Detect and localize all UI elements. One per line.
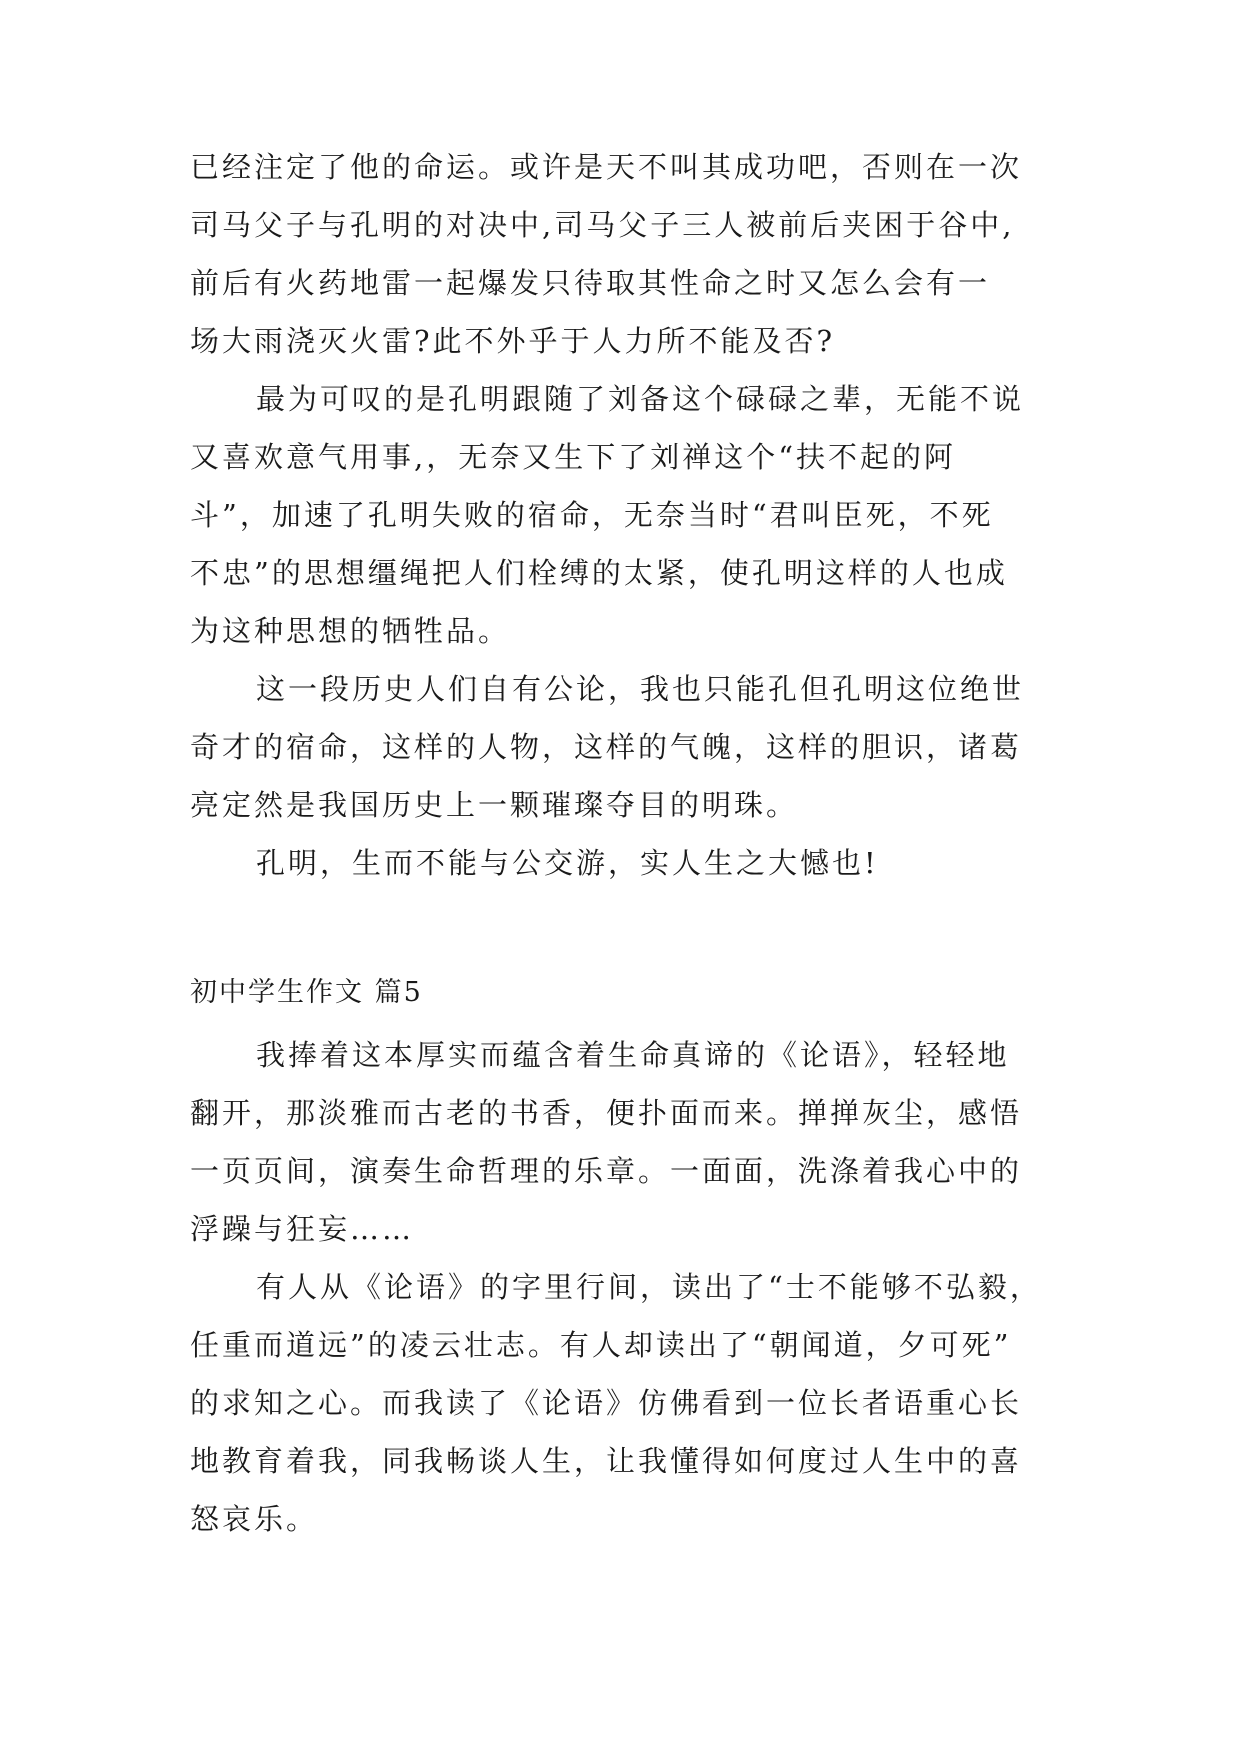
text-line: 司马父子与孔明的对决中,司马父子三人被前后夹困于谷中, xyxy=(190,208,1015,242)
text-line: 任重而道远”的凌云壮志。有人却读出了“朝闻道，夕可死” xyxy=(190,1328,1012,1362)
text-line: 最为可叹的是孔明跟随了刘备这个碌碌之辈，无能不说 xyxy=(256,382,1025,416)
text-line: 斗”，加速了孔明失败的宿命，无奈当时“君叫臣死，不死 xyxy=(190,498,994,532)
text-line: 这一段历史人们自有公论，我也只能孔但孔明这位绝世 xyxy=(256,672,1025,706)
text-line: 我捧着这本厚实而蕴含着生命真谛的《论语》，轻轻地 xyxy=(256,1038,1010,1072)
text-line: 奇才的宿命，这样的人物，这样的气魄，这样的胆识，诸葛 xyxy=(190,730,1023,764)
text-line: 不忠”的思想缰绳把人们栓缚的太紧，使孔明这样的人也成 xyxy=(190,556,1008,590)
paragraph-history xyxy=(190,660,1050,834)
section-heading-block xyxy=(190,964,1050,1022)
paragraph-analects-readers xyxy=(190,1258,1050,1548)
paragraph-fate xyxy=(190,138,1050,370)
text-line: 场大雨浇灭火雷?此不外乎于人力所不能及否? xyxy=(190,324,836,358)
text-line: 一页页间，演奏生命哲理的乐章。一面面，洗涤着我心中的 xyxy=(190,1154,1023,1188)
paragraph-regret xyxy=(190,834,1050,892)
text-line: 孔明，生而不能与公交游，实人生之大憾也! xyxy=(256,846,879,880)
text-line: 已经注定了他的命运。或许是天不叫其成功吧，否则在一次 xyxy=(190,150,1023,184)
text-line: 前后有火药地雷一起爆发只待取其性命之时又怎么会有一 xyxy=(190,266,991,300)
text-line: 又喜欢意气用事,，无奈又生下了刘禅这个“扶不起的阿 xyxy=(190,440,957,474)
text-line: 为这种思想的牺牲品。 xyxy=(190,614,511,648)
text-line: 有人从《论语》的字里行间，读出了“士不能够不弘毅， xyxy=(256,1270,1042,1304)
text-line: 亮定然是我国历史上一颗璀璨夺目的明珠。 xyxy=(190,788,799,822)
paragraph-analects-intro xyxy=(190,1026,1050,1258)
paragraph-liu-bei xyxy=(190,370,1050,660)
text-line: 的求知之心。而我读了《论语》仿佛看到一位长者语重心长 xyxy=(190,1386,1023,1420)
text-line: 怒哀乐。 xyxy=(190,1502,319,1536)
section-heading: 初中学生作文 篇5 xyxy=(190,977,423,1008)
text-line: 地教育着我，同我畅谈人生，让我懂得如何度过人生中的喜 xyxy=(190,1444,1023,1478)
text-line: 浮躁与狂妄…… xyxy=(190,1212,415,1246)
text-line: 翻开，那淡雅而古老的书香，便扑面而来。掸掸灰尘，感悟 xyxy=(190,1096,1023,1130)
